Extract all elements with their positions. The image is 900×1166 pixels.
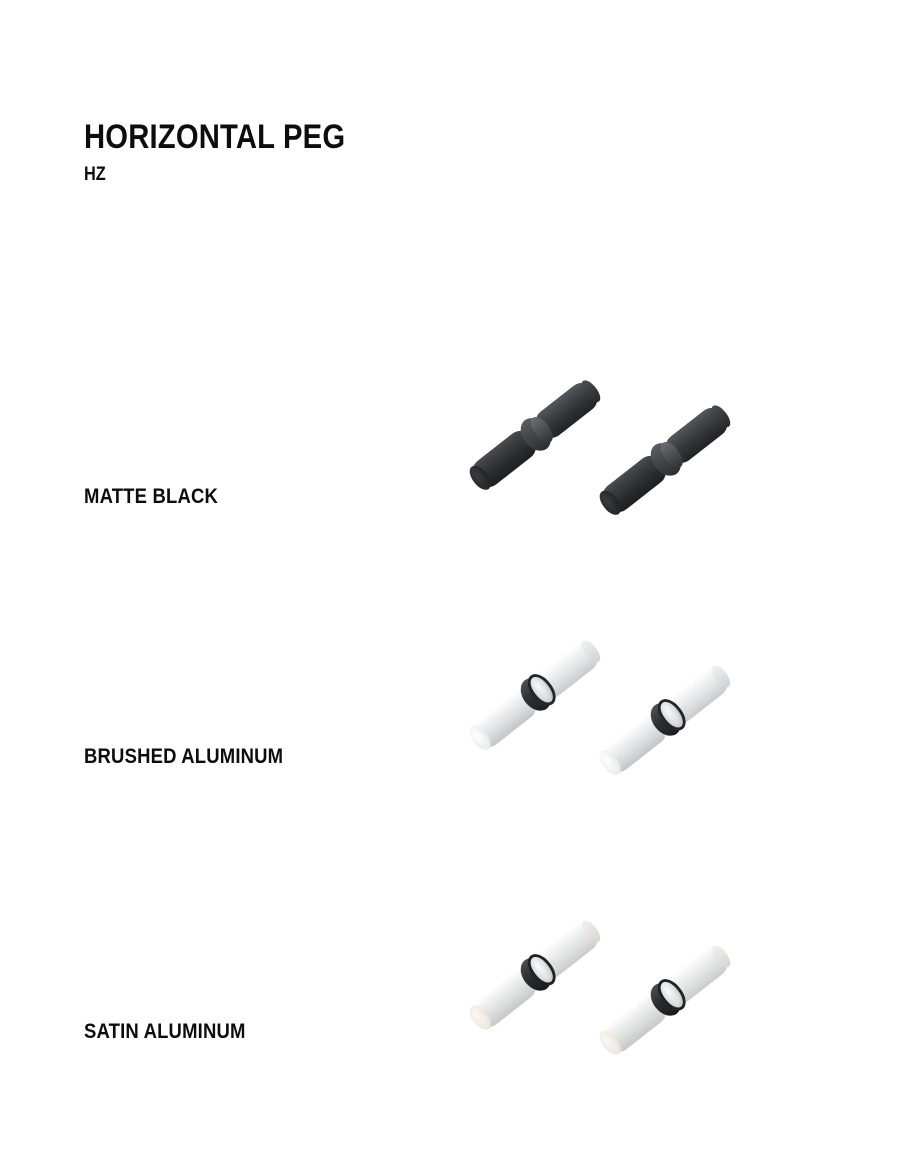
finish-row-matte-black: [0, 340, 900, 600]
page-subtitle-code: HZ: [84, 164, 106, 185]
product-image-brushed-aluminum: [430, 600, 770, 860]
peg-render: [467, 377, 604, 493]
finish-row-brushed-aluminum: [0, 600, 900, 860]
peg-render: [597, 662, 734, 778]
finish-label: BRUSHED ALUMINUM: [84, 745, 284, 768]
page-title: HORIZONTAL PEG: [84, 118, 346, 156]
peg-render: [597, 942, 734, 1058]
page-header: [84, 120, 684, 186]
peg-render: [467, 637, 604, 753]
peg-render: [467, 917, 604, 1033]
finish-label: SATIN ALUMINUM: [84, 1020, 246, 1043]
product-image-satin-aluminum: [430, 880, 770, 1140]
finish-label: MATTE BLACK: [84, 485, 219, 508]
peg-render: [597, 402, 734, 518]
product-image-matte-black: [430, 340, 770, 600]
finish-row-satin-aluminum: [0, 880, 900, 1140]
